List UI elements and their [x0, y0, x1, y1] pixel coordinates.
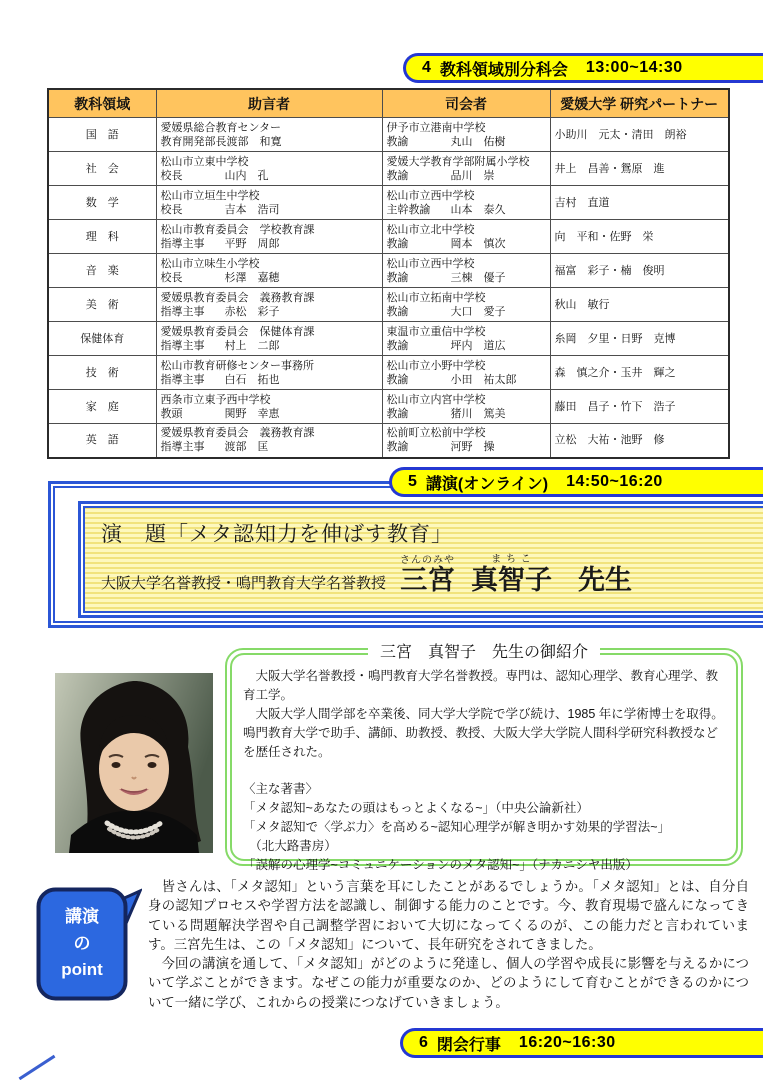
person-title: 教頭 [160, 407, 183, 420]
book-title: 「メタ認知で〈学ぶ力〉を高める~認知心理学が解き明かす効果的学習法~」 [243, 820, 671, 834]
lecture-point-text [148, 877, 749, 1012]
person-line [161, 271, 378, 285]
table-row [48, 424, 729, 458]
chair-cell [382, 118, 550, 152]
school-name: 松山市立内宮中学校 [386, 393, 486, 406]
book-title: （北大路書房） [243, 839, 337, 853]
person-title: 教諭 [386, 407, 409, 420]
table-row [48, 152, 729, 186]
person-line [161, 237, 378, 251]
advisor-cell [156, 424, 382, 458]
speaker-last: 三宮 [400, 565, 456, 595]
person-line [161, 440, 378, 454]
school-name: 松山市立西中学校 [386, 189, 475, 202]
decorative-corner-line [19, 1055, 56, 1080]
person-line [161, 135, 378, 149]
person-name: 赤松 彩子 [224, 305, 280, 318]
chair-cell [382, 356, 550, 390]
header-advisor: 助言者 [156, 89, 382, 118]
person-name: 大口 愛子 [450, 305, 506, 318]
bubble-line: の [73, 933, 91, 953]
lecture-point-bubble [36, 886, 142, 1002]
chair-cell [382, 288, 550, 322]
person-title: 教諭 [386, 271, 409, 284]
person-name: 坪内 道広 [450, 339, 506, 352]
person-title: 指導主事 [160, 237, 205, 250]
person-line [161, 339, 378, 353]
table-row [48, 322, 729, 356]
table-row [48, 186, 729, 220]
books-section [243, 780, 727, 875]
speaker-profile-box [225, 644, 743, 872]
school-name: 松山市教育研修センター事務所 [160, 359, 315, 372]
advisor-cell [156, 288, 382, 322]
person-line [387, 237, 546, 251]
school-name: 東温市立重信中学校 [386, 325, 486, 338]
school-name: 愛媛県教育委員会 義務教育課 [160, 291, 315, 304]
speaker-affiliation: 大阪大学名誉教授・鳴門教育大学名誉教授 [101, 575, 387, 592]
partner-cell: 藤田 昌子・竹下 浩子 [550, 390, 729, 424]
partner-cell: 吉村 直道 [550, 186, 729, 220]
table-row [48, 254, 729, 288]
speaker-first-name [471, 554, 552, 597]
subject-cell: 美 術 [48, 288, 156, 322]
section4-banner [403, 53, 763, 83]
person-name: 杉澤 嘉穂 [224, 271, 280, 284]
chair-cell [382, 424, 550, 458]
section6-number: 6 [419, 1034, 428, 1051]
person-name: 渡部 匡 [224, 441, 269, 454]
person-line [387, 169, 546, 183]
lecture-box [78, 501, 763, 618]
school-name: 松山市立味生小学校 [160, 257, 260, 270]
school-name: 松山市立西中学校 [386, 257, 475, 270]
table-row [48, 118, 729, 152]
bubble-line: point [61, 960, 103, 980]
person-name: 河野 操 [450, 441, 495, 454]
partner-cell: 立松 大祐・池野 修 [550, 424, 729, 458]
person-title: 教諭 [386, 305, 409, 318]
chair-cell [382, 152, 550, 186]
person-name: 村上 二郎 [224, 339, 280, 352]
section4-time: 13:00~14:30 [585, 59, 683, 76]
table-row [48, 220, 729, 254]
subject-cell: 数 学 [48, 186, 156, 220]
person-name: 山内 孔 [224, 169, 269, 182]
section5-title: 講演(オンライン) [425, 475, 549, 493]
subject-breakout-table [47, 88, 730, 459]
advisor-cell [156, 356, 382, 390]
person-title: 教諭 [386, 237, 409, 250]
person-line [387, 339, 546, 353]
subject-cell: 国 語 [48, 118, 156, 152]
person-title: 指導主事 [160, 373, 205, 386]
point-paragraph: 今回の講演を通して、「メタ認知」がどのように発達し、個人の学習や成長に影響を与えるかについて学ぶことができます。なぜこの能力が重要なのか、どのようにして育むことができるのかについて一緒に学び、これからの授業につなげていきましょう。 [148, 956, 749, 1010]
header-chair: 司会者 [382, 89, 550, 118]
school-name: 松山市立垣生中学校 [160, 189, 260, 202]
advisor-cell [156, 220, 382, 254]
person-title: 教諭 [386, 135, 409, 148]
profile-title: 三宮 真智子 先生の御紹介 [368, 639, 600, 662]
person-name: 平野 周郎 [224, 237, 280, 250]
speaker-honorific: 先生 [578, 565, 633, 595]
speaker-first: 真智子 [471, 565, 553, 595]
person-title: 主幹教諭 [386, 203, 431, 216]
person-line [161, 373, 378, 387]
school-name: 松山市立北中学校 [386, 223, 475, 236]
person-name: 品川 崇 [450, 169, 495, 182]
person-name: 吉本 浩司 [224, 203, 280, 216]
person-line [387, 135, 546, 149]
partner-cell: 福富 彩子・楠 俊明 [550, 254, 729, 288]
partner-cell: 秋山 敏行 [550, 288, 729, 322]
speaker-first-furigana: ま ち こ [471, 554, 553, 565]
person-name: 渡部 和寛 [226, 135, 282, 148]
table-row [48, 288, 729, 322]
person-line [387, 373, 546, 387]
lecture-title-label: 演 題 [101, 523, 167, 546]
speaker-line [101, 554, 763, 597]
school-name: 松山市立小野中学校 [386, 359, 486, 372]
person-line [161, 305, 378, 319]
bubble-text [36, 886, 128, 1002]
chair-cell [382, 186, 550, 220]
person-title: 指導主事 [160, 339, 205, 352]
person-name: 岡本 慎次 [450, 237, 506, 250]
partner-cell: 糸岡 夕里・日野 克博 [550, 322, 729, 356]
subject-cell: 技 術 [48, 356, 156, 390]
subject-cell: 家 庭 [48, 390, 156, 424]
table-header-row [48, 89, 729, 118]
profile-body [227, 650, 741, 872]
subject-cell: 理 科 [48, 220, 156, 254]
person-line [161, 169, 378, 183]
section6-banner [400, 1028, 763, 1058]
person-title: 指導主事 [160, 441, 205, 454]
school-name: 愛媛県教育委員会 義務教育課 [160, 427, 315, 440]
person-title: 校長 [160, 203, 183, 216]
advisor-cell [156, 390, 382, 424]
lecture-title [101, 518, 763, 548]
speaker-photo [55, 673, 213, 853]
person-line [387, 203, 546, 217]
person-line [387, 305, 546, 319]
speaker-portrait-illustration [55, 673, 213, 853]
school-name: 松山市立拓南中学校 [386, 291, 486, 304]
partner-cell: 向 平和・佐野 栄 [550, 220, 729, 254]
section4-title: 教科領域別分科会 [439, 61, 568, 79]
section4-number: 4 [422, 59, 431, 76]
bubble-line: 講演 [65, 907, 99, 927]
subject-cell: 音 楽 [48, 254, 156, 288]
speaker-last-name [400, 555, 455, 597]
advisor-cell [156, 186, 382, 220]
book-title: 「メタ認知~あなたの頭はもっとよくなる~」（中央公論新社） [243, 801, 589, 815]
person-name: 小田 祐太郎 [450, 373, 517, 386]
subject-cell: 社 会 [48, 152, 156, 186]
person-name: 三棟 優子 [450, 271, 506, 284]
book-title: 「誤解の心理学~コミュニケーションのメタ認知~」（ナカニシヤ出版） [243, 858, 638, 872]
school-name: 伊予市立港南中学校 [386, 121, 486, 134]
subject-table-rows [48, 118, 729, 458]
advisor-cell [156, 118, 382, 152]
person-title: 指導主事 [160, 305, 205, 318]
chair-cell [382, 390, 550, 424]
person-title: 校長 [160, 271, 183, 284]
point-paragraph: 皆さんは、「メタ認知」という言葉を耳にしたことがあるでしょうか。「メタ認知」とは、自分自身の認知プロセスや学習方法を認識し、制御する能力のことです。今、教育現場で盛んになってきている問題解決学習や自己調整学習において大切になってくるのが、この能力だと言われています。三宮先生は、この「メタ認知」について、長年研究をされてきました。 [148, 879, 749, 952]
partner-cell: 井上 昌善・鴛原 進 [550, 152, 729, 186]
section5-time: 14:50~16:20 [566, 473, 663, 490]
books-heading: 〈主な著書〉 [243, 782, 319, 796]
profile-paragraph: 大阪大学人間学部を卒業後、同大学大学院で学び続け、1985 年に学術博士を取得。鳴門教育大学で助手、講師、助教授、教授、大阪大学大学院人間科学研究科教授などを歴任された。 [243, 707, 724, 759]
subject-cell: 保健体育 [48, 322, 156, 356]
person-title: 教諭 [386, 169, 409, 182]
person-title: 教諭 [386, 373, 409, 386]
person-name: 猪川 篤美 [450, 407, 506, 420]
lecture-title-text: 「メタ認知力を伸ばす教育」 [167, 523, 453, 546]
person-line [387, 440, 546, 454]
chair-cell [382, 322, 550, 356]
school-name: 西条市立東予西中学校 [160, 393, 271, 406]
table-row [48, 390, 729, 424]
school-name: 松山市立東中学校 [160, 155, 249, 168]
chair-cell [382, 220, 550, 254]
school-name: 愛媛県教育委員会 保健体育課 [160, 325, 315, 338]
school-name: 愛媛県総合教育センター [160, 121, 282, 134]
section5-banner [389, 467, 763, 497]
header-subject: 教科領域 [48, 89, 156, 118]
person-line [387, 271, 546, 285]
section5-number: 5 [408, 473, 417, 490]
person-title: 校長 [160, 169, 183, 182]
section6-time: 16:20~16:30 [518, 1034, 616, 1051]
person-line [161, 407, 378, 421]
profile-paragraph: 大阪大学名誉教授・鳴門教育大学名誉教授。専門は、認知心理学、教育心理学、教育工学。 [243, 669, 719, 702]
partner-cell: 小助川 元太・清田 朗裕 [550, 118, 729, 152]
person-title: 教育開発部長 [160, 135, 227, 148]
speaker-name [400, 554, 632, 597]
person-name: 丸山 佑樹 [450, 135, 506, 148]
person-name: 白石 拓也 [224, 373, 280, 386]
person-title: 教諭 [386, 339, 409, 352]
header-partner: 愛媛大学 研究パートナー [550, 89, 729, 118]
person-title: 教諭 [386, 441, 409, 454]
person-name: 山本 泰久 [450, 203, 506, 216]
subject-cell: 英 語 [48, 424, 156, 458]
school-name: 松山市教育委員会 学校教育課 [160, 223, 315, 236]
chair-cell [382, 254, 550, 288]
advisor-cell [156, 254, 382, 288]
section6-title: 閉会行事 [436, 1036, 501, 1054]
speaker-last-furigana: さんのみや [400, 555, 456, 566]
person-line [161, 203, 378, 217]
advisor-cell [156, 152, 382, 186]
advisor-cell [156, 322, 382, 356]
table-row [48, 356, 729, 390]
school-name: 松前町立松前中学校 [386, 427, 486, 440]
partner-cell: 森 慎之介・玉井 輝之 [550, 356, 729, 390]
person-name: 関野 幸恵 [224, 407, 280, 420]
person-line [387, 407, 546, 421]
school-name: 愛媛大学教育学部附属小学校 [386, 155, 530, 168]
